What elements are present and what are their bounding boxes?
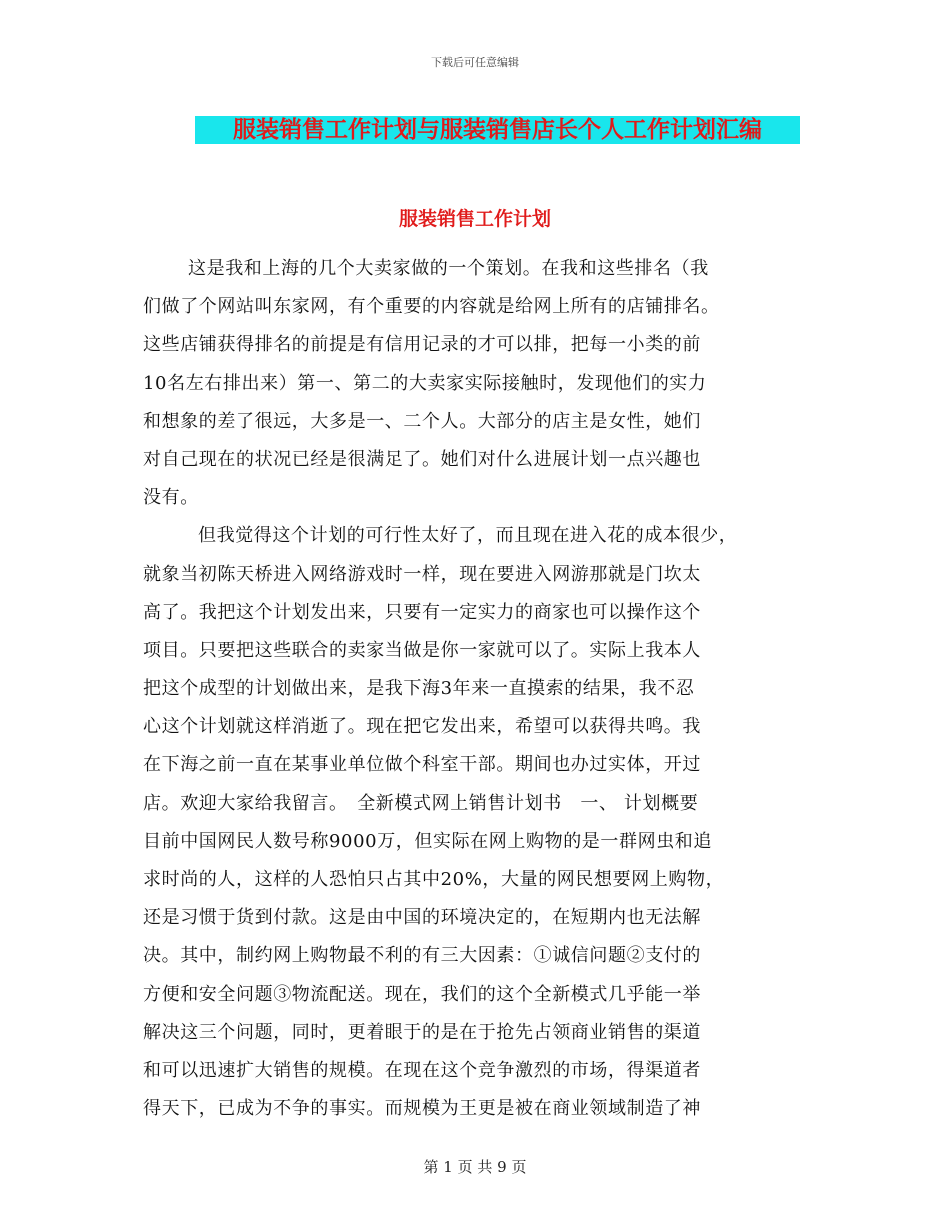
text-line: 这是我和上海的几个大卖家做的一个策划。在我和这些排名（我 xyxy=(188,258,709,279)
text-line: 和可以迅速扩大销售的规模。在现在这个竞争激烈的市场，得渠道者 xyxy=(143,1059,701,1081)
page-footer: 第 1 页 共 9 页 xyxy=(423,1158,527,1176)
text-line: 得天下，已成为不争的事实。而规模为王更是被在商业领域制造了神 xyxy=(143,1098,701,1120)
text-line: 决。其中，制约网上购物最不利的有三大因素：①诚信问题②支付的 xyxy=(143,945,701,967)
text-line: 心这个计划就这样消逝了。现在把它发出来，希望可以获得共鸣。我 xyxy=(143,716,701,738)
document-title: 服装销售工作计划与服装销售店长个人工作计划汇编 xyxy=(195,116,800,144)
body-text xyxy=(143,250,803,1128)
text-line: 但我觉得这个计划的可行性太好了，而且现在进入花的成本很少， xyxy=(198,525,738,547)
text-line: 对自己现在的状况已经是很满足了。她们对什么进展计划一点兴趣也 xyxy=(143,448,701,470)
text-line: 就象当初陈天桥进入网络游戏时一样，现在要进入网游那就是门坎太 xyxy=(143,563,701,585)
text-line: 目前中国网民人数号称9000万，但实际在网上购物的是一群网虫和追 xyxy=(143,830,713,852)
text-line: 高了。我把这个计划发出来，只要有一定实力的商家也可以操作这个 xyxy=(143,601,701,623)
text-line: 项目。只要把这些联合的卖家当做是你一家就可以了。实际上我本人 xyxy=(143,639,701,661)
text-line: 们做了个网站叫东家网，有个重要的内容就是给网上所有的店铺排名。 xyxy=(143,296,720,318)
text-line: 还是习惯于货到付款。这是由中国的环境决定的，在短期内也无法解 xyxy=(143,907,701,929)
text-line: 把这个成型的计划做出来，是我下海3年来一直摸索的结果，我不忍 xyxy=(143,678,695,700)
header-note: 下载后可任意编辑 xyxy=(431,56,519,69)
text-line: 这些店铺获得排名的前提是有信用记录的才可以排，把每一小类的前 xyxy=(143,334,701,356)
text-line: 在下海之前一直在某事业单位做个科室干部。期间也办过实体，开过 xyxy=(143,754,701,776)
text-line: 方便和安全问题③物流配送。现在，我们的这个全新模式几乎能一举 xyxy=(143,983,701,1005)
text-line: 解决这三个问题，同时，更着眼于的是在于抢先占领商业销售的渠道 xyxy=(143,1021,701,1043)
text-line: 店。欢迎大家给我留言。 全新模式网上销售计划书 一、 计划概要 xyxy=(143,792,699,814)
text-line: 求时尚的人，这样的人恐怕只占其中20%，大量的网民想要网上购物， xyxy=(143,869,725,890)
text-line: 没有。 xyxy=(143,487,199,509)
text-line: 和想象的差了很远，大多是一、二个人。大部分的店主是女性，她们 xyxy=(143,410,701,432)
text-line: 10名左右排出来）第一、第二的大卖家实际接触时，发现他们的实力 xyxy=(143,372,707,394)
section-title: 服装销售工作计划 xyxy=(398,208,551,230)
